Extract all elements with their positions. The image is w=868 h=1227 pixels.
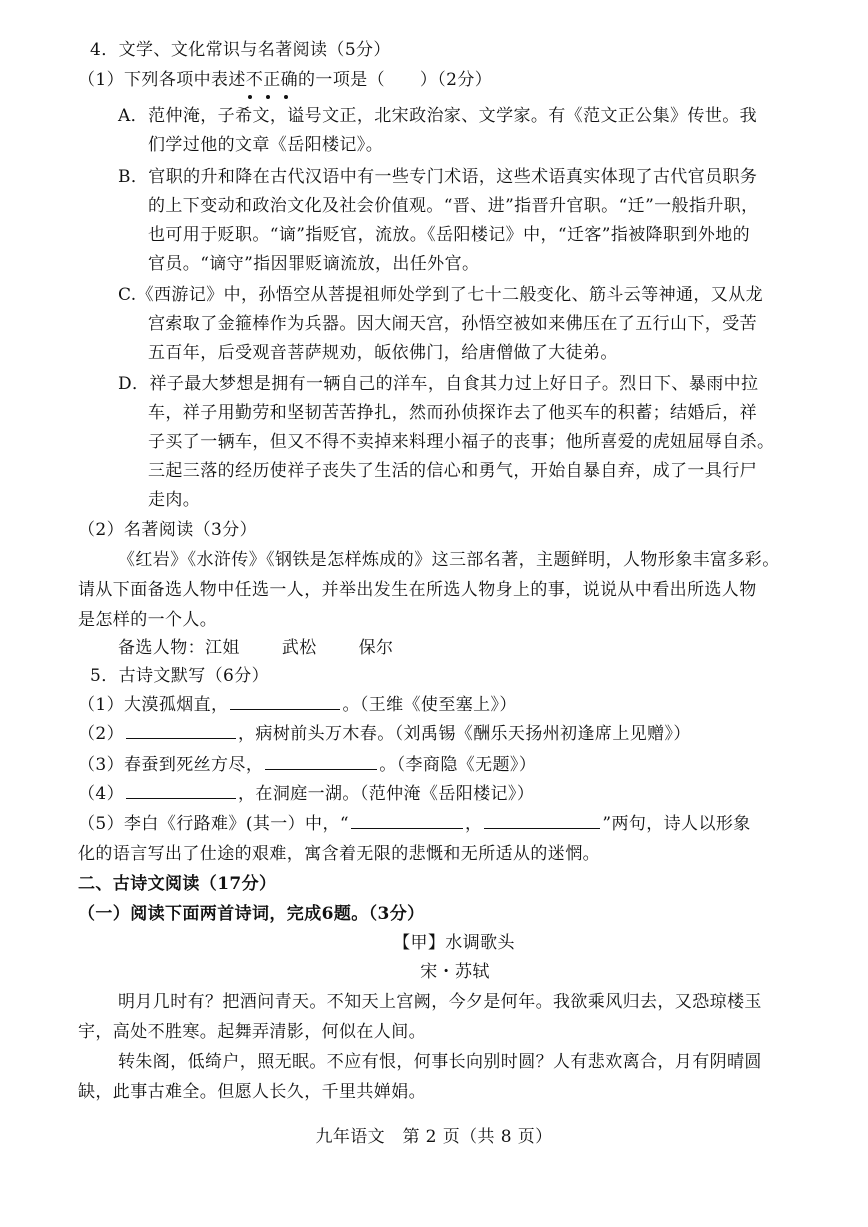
recitation-item-5-line2: 化的语言写出了仕途的艰难，寓含着无限的悲慨和无所适从的迷惘。 [78,844,600,864]
poem-line: 缺，此事古难全。但愿人长久，千里共婵娟。 [78,1082,426,1102]
option-b-line: 的上下变动和政治文化及社会价值观。“晋、进”指晋升官职。“迁”一般指升职， [148,196,759,216]
verse-text: ”两句，诗人以形象 [602,814,751,834]
option-d-line: 子买了一辆车，但又不得不卖掉来料理小福子的丧事；他所喜爱的虎妞屈辱自杀。 [148,432,775,452]
emphasis-dot [284,95,288,99]
verse-text: （5）李白《行路难》(其一）中，“ [78,814,349,834]
q2-text-line: 请从下面备选人物中任选一人，并举出发生在所选人物身上的事，说说从中看出所选人物 [78,580,757,600]
option-b-line: 也可用于贬职。“谪”指贬官，流放。《岳阳楼记》中，“迁客”指被降职到外地的 [148,225,751,245]
poem-line: 宇，高处不胜寒。起舞弄清影，何似在人间。 [78,1022,426,1042]
q2-title: （2）名著阅读（3分） [78,520,258,540]
poem-title: 【甲】水调歌头 [393,933,515,953]
q1-stem-emphasis: 不正确 [245,70,299,90]
option-d-line: 车，祥子用勤劳和坚韧苦苦挣扎，然而孙侦探诈去了他买车的积蓄；结婚后，祥 [148,403,757,423]
poem-author: 宋・苏轼 [420,962,490,982]
option-b-line: 官员。“谪守”指因罪贬谪流放，出任外官。 [148,254,480,274]
page-footer: 九年语文 第 2 页（共 8 页） [315,1127,553,1147]
recitation-item-5 [78,812,751,836]
item-number: （2） [78,724,125,744]
candidate-name: 武松 [281,638,317,658]
verse-source: ，在洞庭一湖。（范仲淹《岳阳楼记》） [238,784,535,804]
verse-text: ， [464,814,483,834]
item-number: （3） [78,755,125,775]
emphasis-dot [266,95,270,99]
verse-source: ，病树前头万木春。（刘禹锡《酬乐天扬州初逢席上见赠》） [238,724,691,744]
candidates-label: 备选人物： [118,638,205,658]
option-d-line: 走肉。 [148,490,201,510]
answer-blank[interactable] [484,812,600,829]
answer-blank[interactable] [126,722,236,739]
q1-stem-pre: （1）下列各项中表述 [78,70,246,90]
q1-stem [78,68,492,92]
option-c-line: 宫索取了金箍棒作为兵器。因大闹天宫，孙悟空被如来佛压在了五行山下，受苦 [148,314,757,334]
option-d-line: 三起三落的经历使祥子丧失了生活的信心和勇气，开始自暴自弃，成了一具行尸 [148,461,757,481]
option-a-line: 们学过他的文章《岳阳楼记》。 [148,135,384,155]
item-number: （1） [78,695,125,715]
option-b-line: B．官职的升和降在古代汉语中有一些专门术语，这些术语真实体现了古代官员职务 [118,167,758,187]
answer-blank[interactable] [126,782,236,799]
part-2-subheading: （一）阅读下面两首诗词，完成6题。（3分） [78,904,425,924]
poem-line: 转朱阁，低绮户，照无眠。不应有恨，何事长向别时圆？人有悲欢离合，月有阴晴圆 [118,1052,762,1072]
q1-stem-post: 的一项是（ ）（2分） [298,70,493,90]
item-number: （4） [78,784,125,804]
candidate-name: 江姐 [205,638,240,658]
poem-line: 明月几时有？把酒问青天。不知天上宫阙，今夕是何年。我欲乘风归去，又恐琼楼玉 [118,992,762,1012]
verse-text: 春蚕到死丝方尽， [124,755,264,775]
verse-source: 。（李商隐《无题》） [379,755,537,775]
section-5-heading: 5．古诗文默写（6分） [90,666,270,686]
option-c-line: C.《西游记》中，孙悟空从菩提祖师处学到了七十二般变化、筋斗云等神通，又从龙 [118,285,764,305]
answer-blank[interactable] [351,812,463,829]
emphasis-dot [248,95,252,99]
candidate-name: 保尔 [358,638,394,658]
q2-text-line: 《红岩》《水浒传》《钢铁是怎样炼成的》这三部名著，主题鲜明，人物形象丰富多彩。 [118,550,780,570]
recitation-item-1 [78,693,517,717]
verse-text: 大漠孤烟直， [124,695,229,715]
answer-blank[interactable] [230,693,340,710]
candidates-row [118,636,393,660]
recitation-item-4 [78,782,534,806]
option-d-line: D．祥子最大梦想是拥有一辆自己的洋车，自食其力过上好日子。烈日下、暴雨中拉 [118,374,759,394]
part-2-heading: 二、古诗文阅读（17分） [78,874,277,894]
option-a-line: A．范仲淹，子希文，谥号文正，北宋政治家、文学家。有《范文正公集》传世。我 [118,106,758,126]
verse-source: 。（王维《使至塞上》） [342,695,517,715]
recitation-item-2 [78,722,691,746]
section-4-heading: 4．文学、文化常识与名著阅读（5分） [90,40,391,60]
recitation-item-3 [78,753,536,777]
q2-text-line: 是怎样的一个人。 [78,610,218,630]
answer-blank[interactable] [265,753,377,770]
option-c-line: 五百年，后受观音菩萨规劝，皈依佛门，给唐僧做了大徒弟。 [148,343,618,363]
